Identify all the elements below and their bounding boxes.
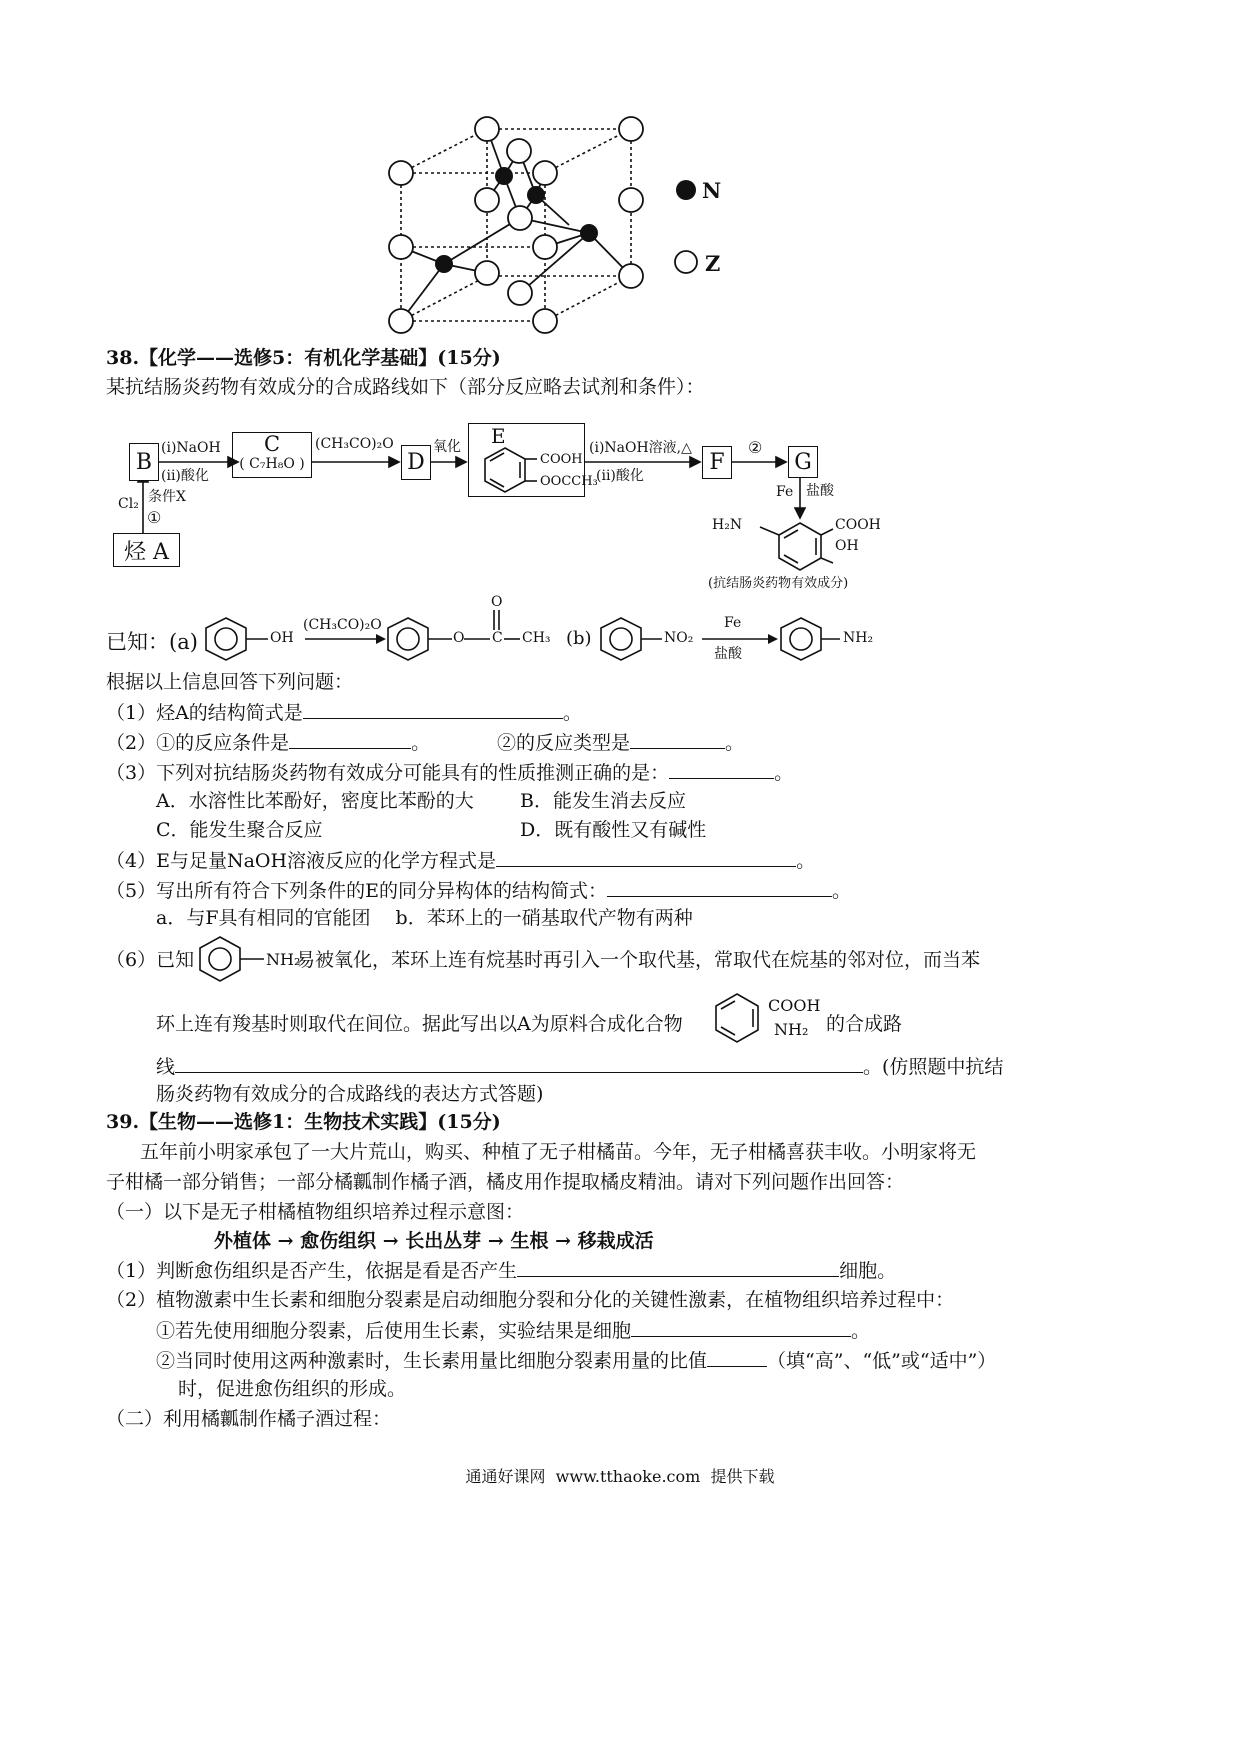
arrow4-top-label: (i)NaOH溶液,△ — [589, 440, 692, 456]
arrow6-right-label: 盐酸 — [806, 483, 834, 499]
known-a-reagent: (CH₃CO)₂O — [303, 617, 382, 633]
compound-c-formula: ( C₇H₈O ) — [239, 456, 305, 472]
q39-section1: （一）以下是无子柑橘植物组织培养过程示意图： — [106, 1201, 525, 1223]
period: 。 — [796, 850, 816, 872]
arrow5-top-label: ② — [748, 438, 763, 457]
compound-c-label: C — [263, 432, 281, 456]
q38-option-d: D．既有酸性又有碱性 — [520, 819, 707, 841]
up-arrow-right-label: 条件X — [148, 489, 186, 505]
arrow1-bottom-label: (ii)酸化 — [161, 468, 209, 484]
q39-q2-1-blank — [631, 1318, 851, 1337]
q39-q2-2-blank — [707, 1348, 767, 1367]
q39-para2: 子柑橘一部分销售；一部分橘瓤制作橘子酒，橘皮用作提取橘皮精油。请对下列问题作出回答： — [106, 1171, 905, 1193]
q39-q2-3: 时，促进愈伤组织的形成。 — [178, 1378, 407, 1400]
q38-q6-cooh: COOH — [768, 996, 821, 1015]
q39-q2-2 — [156, 1348, 996, 1373]
known-b-no2: NO₂ — [664, 630, 694, 646]
legend-n-label: N — [702, 178, 722, 203]
up-arrow-number: ① — [147, 508, 162, 527]
known-b-hcl: 盐酸 — [714, 646, 742, 662]
q38-q6-line3-end: 。(仿照题中抗结 — [863, 1056, 1004, 1078]
arrow4-bottom-label: (ii)酸化 — [596, 468, 644, 484]
q38-q6-line2: 环上连有羧基时则取代在间位。据此写出以A为原料合成化合物 — [156, 1013, 683, 1035]
page-footer: 通通好课网 www.tthaoke.com 提供下载 — [465, 1467, 775, 1486]
up-arrow-left-label: Cl₂ — [118, 496, 139, 512]
q38-q3-text: （3）下列对抗结肠炎药物有效成分可能具有的性质推测正确的是： — [106, 762, 670, 784]
q38-q4-text: （4）E与足量NaOH溶液反应的化学方程式是 — [106, 850, 497, 872]
arrow3-top-label: 氧化 — [433, 439, 461, 455]
q39-flow: 外植体 → 愈伤组织 → 长出丛芽 → 生根 → 移栽成活 — [214, 1230, 654, 1252]
period: 。 — [725, 732, 745, 754]
q39-heading: 39.【生物——选修1：生物技术实践】(15分) — [106, 1111, 501, 1133]
arrow1-top-label: (i)NaOH — [161, 440, 221, 456]
known-a-o-top: O — [491, 594, 503, 610]
q38-intro: 某抗结肠炎药物有效成分的合成路线如下（部分反应略去试剂和条件）： — [106, 376, 705, 398]
e-sub-oocch3: OOCCH₃ — [540, 474, 598, 489]
q39-section2: （二）利用橘瓤制作橘子酒过程： — [106, 1408, 392, 1430]
q38-q2b-text: ②的反应类型是 — [497, 732, 631, 754]
q39-q2-1-text: ①若先使用细胞分裂素，后使用生长素，实验结果是细胞 — [156, 1320, 632, 1342]
q39-para1: 五年前小明家承包了一大片荒山，购买、种植了无子柑橘苗。今年，无子柑橘喜获丰收。小明家将无 — [140, 1141, 977, 1163]
q38-q6-line2-end: 的合成路 — [826, 1013, 903, 1035]
product-oh-label: OH — [835, 538, 859, 554]
q38-q5-conditions: a．与F具有相同的官能团 b．苯环上的一硝基取代产物有两种 — [156, 907, 693, 929]
product-cooh-label: COOH — [835, 517, 881, 533]
q39-q1-blank — [517, 1258, 839, 1277]
known-label: 已知：(a) — [106, 630, 198, 654]
q38-lead: 根据以上信息回答下列问题： — [106, 671, 354, 693]
q38-q6-nh2: NH₂ — [266, 950, 301, 969]
period: 。 — [562, 702, 582, 724]
q39-q1-text: （1）判断愈伤组织是否产生，依据是看是否产生 — [106, 1260, 518, 1282]
compound-g-box: G — [788, 446, 818, 478]
compound-e-label: E — [491, 424, 506, 448]
legend-z-label: Z — [705, 251, 721, 276]
q39-q2-2-end: （填“高”、“低”或“适中”） — [767, 1350, 997, 1372]
compound-d-box: D — [401, 445, 431, 480]
product-nh2-label: H₂N — [712, 517, 743, 533]
period: 。 — [851, 1320, 871, 1342]
known-a-oh: OH — [270, 630, 294, 646]
q38-option-a: A．水溶性比苯酚好，密度比苯酚的大 — [156, 790, 474, 812]
known-b-fe: Fe — [724, 615, 742, 631]
q38-q5-text: （5）写出所有符合下列条件的E的同分异构体的结构简式： — [106, 880, 607, 902]
q39-q1-end: 细胞。 — [839, 1260, 897, 1282]
known-b-label: (b) — [566, 628, 592, 649]
period: 。 — [411, 732, 431, 754]
q38-q6-line4: 肠炎药物有效成分的合成路线的表达方式答题) — [156, 1083, 544, 1105]
known-a-o: O — [453, 630, 465, 646]
q38-q6-nh2b: NH₂ — [774, 1020, 809, 1039]
q38-q6-line3 — [156, 1054, 1003, 1079]
q38-option-b: B．能发生消去反应 — [520, 790, 686, 812]
q38-q2a-text: （2）①的反应条件是 — [106, 732, 290, 754]
period: 。 — [774, 762, 794, 784]
q38-q6-blank — [175, 1054, 863, 1073]
known-a-c: C — [492, 630, 503, 646]
q38-option-c: C．能发生聚合反应 — [156, 819, 323, 841]
compound-b-box: B — [129, 443, 159, 481]
e-sub-cooh: COOH — [540, 452, 583, 467]
known-b-nh2: NH₂ — [843, 630, 874, 646]
arrow2-top-label: (CH₃CO)₂O — [315, 436, 394, 452]
compound-f-box: F — [702, 446, 732, 479]
hydrocarbon-a-box: 烃 A — [113, 533, 180, 567]
period: 。 — [831, 880, 851, 902]
q38-heading: 38.【化学——选修5：有机化学基础】(15分) — [106, 347, 501, 369]
arrow6-left-label: Fe — [776, 484, 794, 500]
q39-q2-1 — [156, 1318, 870, 1343]
q39-q2: （2）植物激素中生长素和细胞分裂素是启动细胞分裂和分化的关键性激素，在植物组织培养过程中： — [106, 1289, 955, 1311]
q38-q6-text: 易被氧化，苯环上连有烷基时再引入一个取代基，常取代在烷基的邻对位，而当苯 — [296, 949, 981, 971]
q39-q2-2-text: ②当同时使用这两种激素时，生长素用量比细胞分裂素用量的比值 — [156, 1350, 708, 1372]
q39-q1 — [106, 1258, 896, 1283]
q38-q6-line3-pre: 线 — [156, 1056, 176, 1078]
known-a-ch3: CH₃ — [522, 630, 551, 646]
q38-q6-pre: （6）已知 — [106, 949, 195, 971]
product-caption: (抗结肠炎药物有效成分) — [708, 576, 849, 591]
q38-q1-text: （1）烃A的结构简式是 — [106, 702, 303, 724]
